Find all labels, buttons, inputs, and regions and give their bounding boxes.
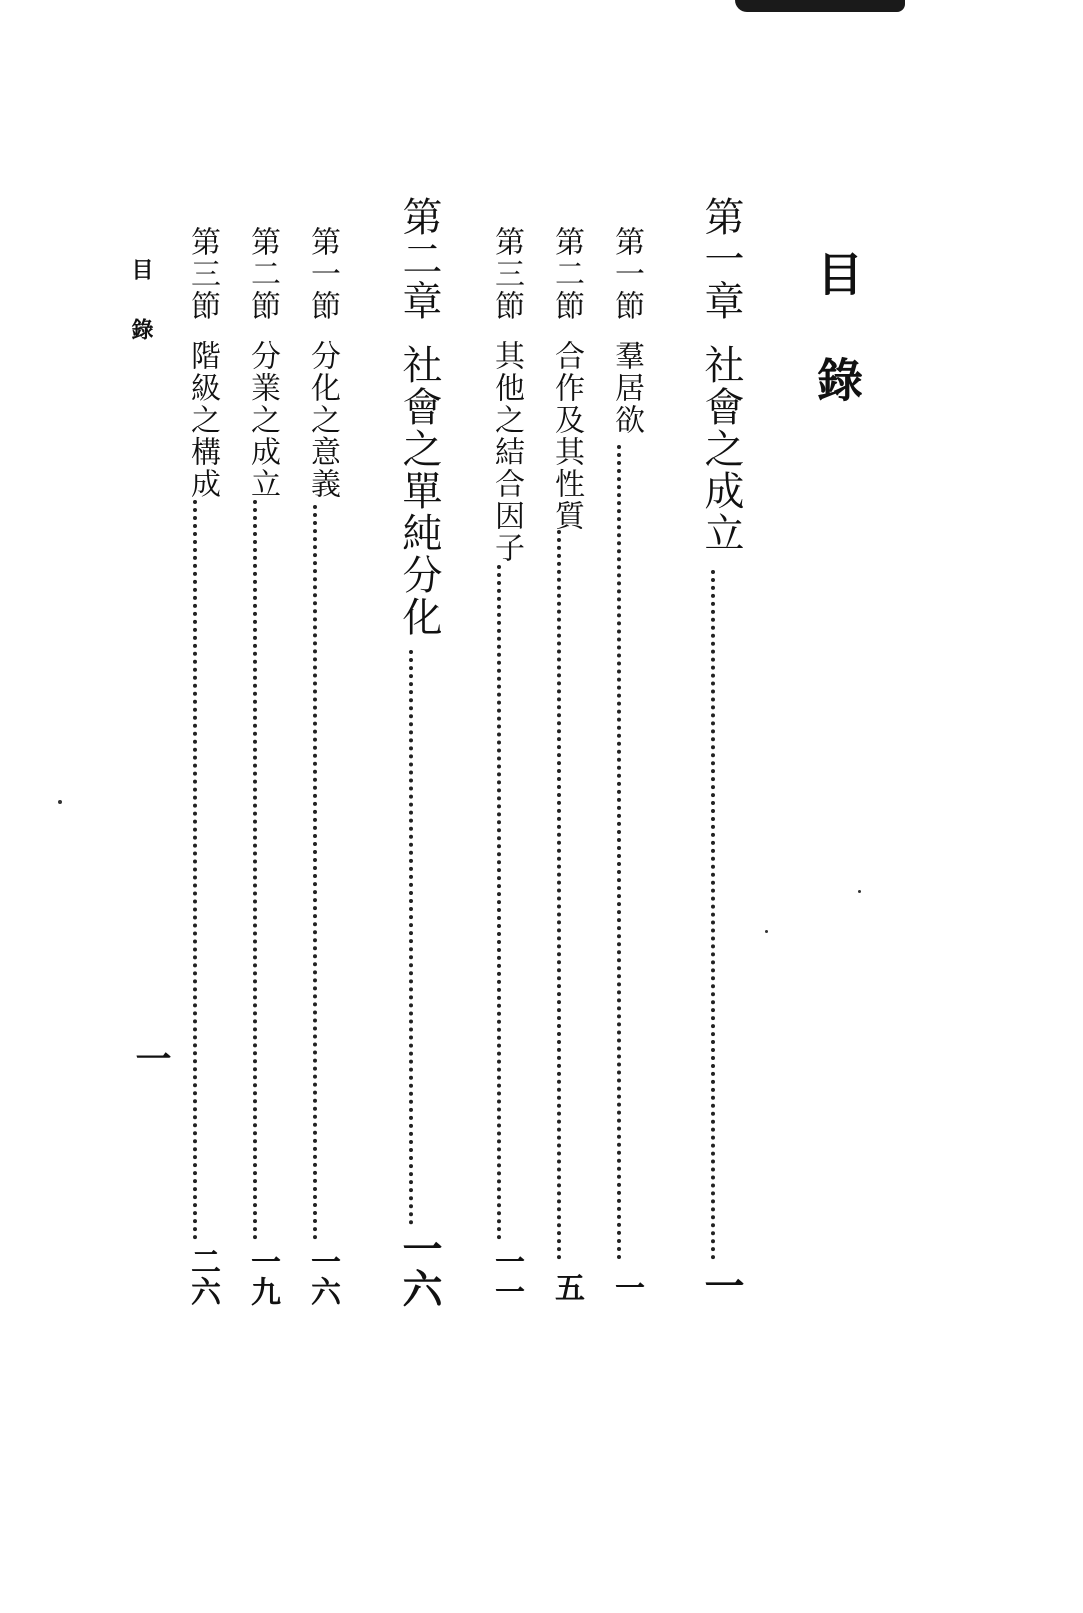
entry-label: 第三節 [489, 226, 524, 322]
entry-page-number: 一九 [245, 1246, 280, 1306]
entry-page-number: 一六 [396, 1228, 443, 1308]
entry-page-number: 一六 [305, 1246, 340, 1306]
entry-label: 第一節 [609, 226, 644, 322]
entry-title: 合作及其性質 [549, 340, 584, 532]
dot-leader [313, 505, 317, 1240]
scan-speck [58, 800, 62, 804]
entry-title: 社會之單純分化 [396, 344, 442, 638]
entry-label: 第二節 [245, 226, 280, 322]
entry-label: 第二章 [396, 196, 442, 322]
dot-leader [711, 570, 715, 1260]
entry-label: 第二節 [549, 226, 584, 322]
entry-page-number: 一 [698, 1265, 745, 1305]
entry-label: 第三節 [185, 226, 220, 322]
entry-page-number: 五 [549, 1272, 584, 1302]
entry-label: 第一章 [698, 196, 744, 322]
toc-entry-section [240, 226, 284, 500]
entry-page-number: 二六 [185, 1246, 220, 1306]
running-header: 目錄 [128, 258, 154, 378]
entry-title: 分業之成立 [245, 340, 280, 500]
toc-entry-section [180, 226, 224, 500]
toc-entry-section [544, 226, 588, 532]
dot-leader [409, 650, 413, 1225]
folio-page-number: 一 [130, 1040, 172, 1076]
toc-entry-section [484, 226, 528, 564]
dot-leader [617, 445, 621, 1260]
toc-entry-chapter-1 [693, 196, 750, 554]
dot-leader [193, 500, 197, 1240]
dot-leader [253, 500, 257, 1240]
dot-leader [497, 565, 501, 1240]
scan-smudge [735, 0, 905, 12]
toc-entry-chapter-2 [391, 196, 448, 638]
entry-page-number: 一一 [489, 1246, 524, 1306]
entry-title: 分化之意義 [305, 340, 340, 500]
entry-label: 第一節 [305, 226, 340, 322]
scan-speck [765, 930, 768, 933]
entry-title: 社會之成立 [698, 344, 744, 554]
entry-title: 階級之構成 [185, 340, 220, 500]
scan-speck [858, 890, 861, 893]
toc-entry-section [300, 226, 344, 500]
toc-entry-section [604, 226, 648, 436]
entry-title: 其他之結合因子 [489, 340, 524, 564]
dot-leader [557, 530, 561, 1260]
entry-page-number: 一 [609, 1272, 644, 1302]
page-title: 目錄 [810, 250, 864, 462]
entry-title: 羣居欲 [609, 340, 644, 436]
